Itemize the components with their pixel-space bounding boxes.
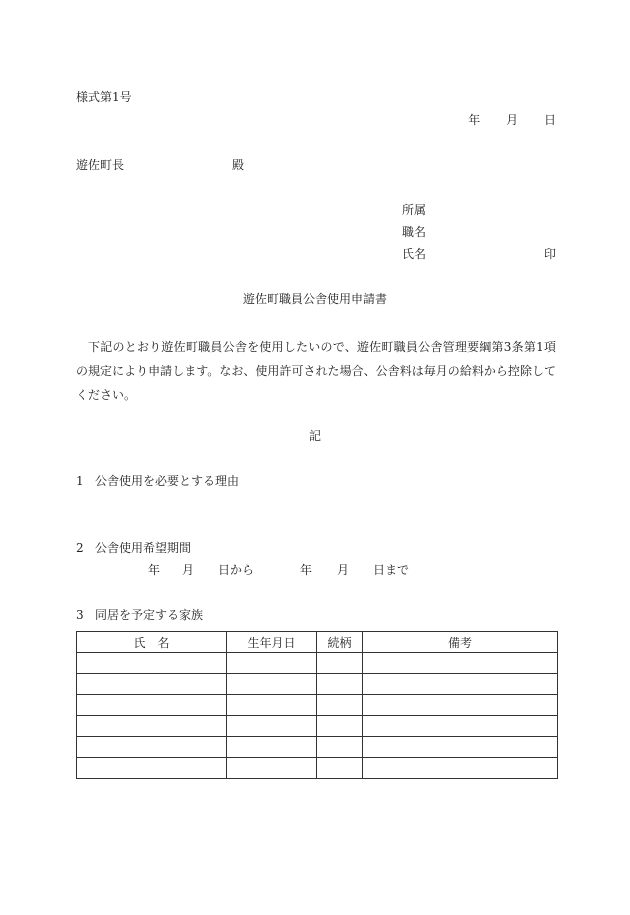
section-title: 同居を予定する家族	[95, 608, 204, 622]
body-paragraph: 下記のとおり遊佐町職員公舎を使用したいので、遊佐町職員公舎管理要綱第3条第1項の規定により申請します。なお、使用許可された場合、公舎料は毎月の給料から控除してください。	[76, 340, 556, 402]
form-number: 様式第1号	[76, 90, 132, 104]
section-number: 2	[76, 541, 84, 555]
cell-name[interactable]	[77, 695, 227, 716]
cell-remarks[interactable]	[363, 695, 558, 716]
header-name: 氏 名	[77, 632, 227, 653]
cell-remarks[interactable]	[363, 737, 558, 758]
cell-name[interactable]	[77, 674, 227, 695]
addressee-honorific: 殿	[232, 158, 245, 172]
family-table	[76, 631, 558, 779]
addressee	[76, 158, 244, 172]
section-number: 3	[76, 608, 84, 622]
applicant-name	[402, 247, 556, 261]
period-from-year: 年	[148, 563, 161, 577]
cell-name[interactable]	[77, 758, 227, 779]
addressee-name: 遊佐町長	[76, 158, 125, 172]
section-3-heading	[76, 608, 203, 622]
date-day: 日	[543, 113, 556, 127]
header-remarks: 備考	[363, 632, 558, 653]
table-row	[77, 716, 558, 737]
table-row	[77, 653, 558, 674]
period-line	[148, 563, 409, 577]
cell-name[interactable]	[77, 653, 227, 674]
period-to-month: 月	[337, 563, 350, 577]
ki-heading: 記	[308, 429, 321, 443]
cell-relationship[interactable]	[317, 695, 363, 716]
seal-mark: 印	[543, 247, 556, 261]
cell-relationship[interactable]	[317, 653, 363, 674]
table-row	[77, 758, 558, 779]
cell-name[interactable]	[77, 737, 227, 758]
period-to-year: 年	[300, 563, 313, 577]
section-1-heading	[76, 474, 239, 488]
cell-relationship[interactable]	[317, 716, 363, 737]
period-from-month: 月	[182, 563, 195, 577]
cell-birthdate[interactable]	[227, 674, 317, 695]
period-from-day: 日から	[218, 563, 255, 577]
cell-remarks[interactable]	[363, 758, 558, 779]
header-birthdate: 生年月日	[227, 632, 317, 653]
cell-remarks[interactable]	[363, 653, 558, 674]
cell-birthdate[interactable]	[227, 653, 317, 674]
section-title: 公舎使用を必要とする理由	[95, 474, 240, 488]
applicant-label: 所属	[402, 203, 427, 217]
applicant-label: 職名	[402, 225, 427, 239]
cell-birthdate[interactable]	[227, 695, 317, 716]
date-month: 月	[506, 113, 519, 127]
cell-birthdate[interactable]	[227, 716, 317, 737]
applicant-position	[402, 225, 556, 239]
header-relationship: 続柄	[317, 632, 363, 653]
cell-name[interactable]	[77, 716, 227, 737]
section-2-heading	[76, 541, 191, 555]
applicant-label: 氏名	[402, 247, 427, 261]
cell-relationship[interactable]	[317, 758, 363, 779]
cell-birthdate[interactable]	[227, 737, 317, 758]
cell-remarks[interactable]	[363, 716, 558, 737]
period-to-day: 日まで	[373, 563, 410, 577]
applicant-affiliation	[402, 203, 556, 217]
cell-birthdate[interactable]	[227, 758, 317, 779]
section-number: 1	[76, 474, 84, 488]
cell-relationship[interactable]	[317, 674, 363, 695]
date-year: 年	[468, 113, 481, 127]
cell-relationship[interactable]	[317, 737, 363, 758]
table-row	[77, 737, 558, 758]
date-line	[468, 113, 556, 127]
table-row	[77, 695, 558, 716]
cell-remarks[interactable]	[363, 674, 558, 695]
table-row	[77, 674, 558, 695]
section-title: 公舎使用希望期間	[95, 541, 192, 555]
table-header-row	[77, 632, 558, 653]
document-title: 遊佐町職員公舎使用申請書	[242, 292, 387, 306]
